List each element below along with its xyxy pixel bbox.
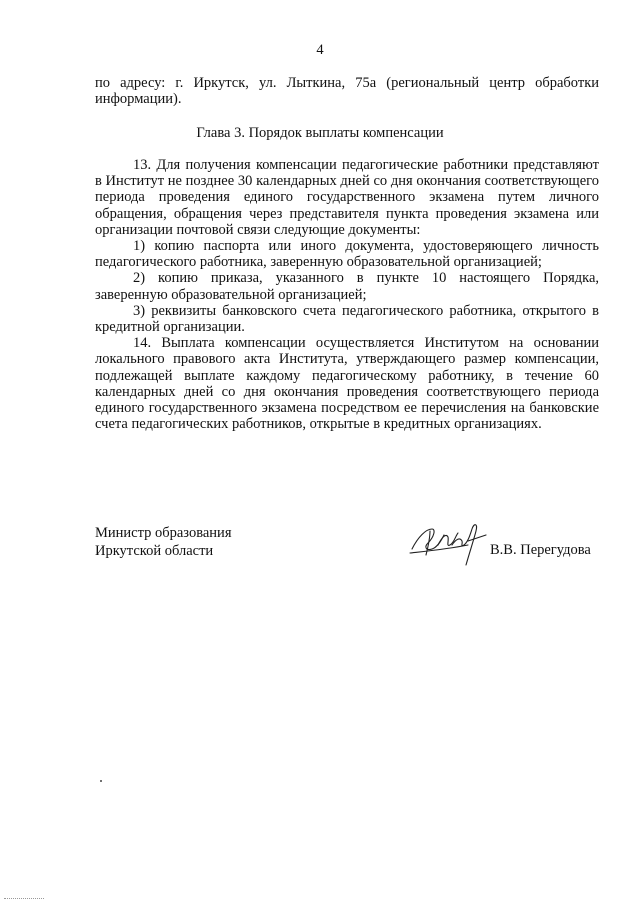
- paragraph-13: 13. Для получения компенсации педагогические работники представляют в Институт не позднее 30 календарных дней со дня окончания соответствующего периода проведения единого государственного экзамена путем личного обращения, обращения через представителя пункта проведения экзамена или организации почтовой связи следующие документы:: [95, 157, 599, 238]
- stray-dot: [100, 780, 102, 782]
- intro-paragraph: по адресу: г. Иркутск, ул. Лыткина, 75а (региональный центр обработки информации).: [95, 75, 599, 108]
- page-number: 4: [316, 42, 324, 58]
- handwritten-signature: [408, 515, 492, 573]
- paragraph-14: 14. Выплата компенсации осуществляется Институтом на основании локального правового акта Института, утверждающего размер компенсации, подлежащей выплате каждому педагогическому работнику, в течение 60 календарных дней со дня окончания проведения соответствующего периода единого государственного экзамена посредством ее перечисления на банковские счета педагогических работников, открытые в кредитных организациях.: [95, 335, 599, 433]
- chapter-heading: Глава 3. Порядок выплаты компенсации: [196, 125, 444, 141]
- list-item-3: 3) реквизиты банковского счета педагогического работника, открытого в кредитной организации.: [95, 302, 599, 336]
- signer-position-line-2: Иркутской области: [95, 543, 214, 559]
- page-edge-mark: [4, 898, 44, 900]
- signer-position: [95, 524, 231, 560]
- signer-position-line-1: Министр образования: [95, 525, 232, 541]
- chapter-body: [95, 157, 599, 432]
- list-item-1: 1) копию паспорта или иного документа, удостоверяющего личность педагогического работника, заверенную образовательной организацией;: [95, 238, 599, 271]
- signer-name: В.В. Перегудова: [490, 542, 591, 558]
- list-item-2: 2) копию приказа, указанного в пункте 10 настоящего Порядка, заверенную образовательной организацией;: [95, 270, 599, 303]
